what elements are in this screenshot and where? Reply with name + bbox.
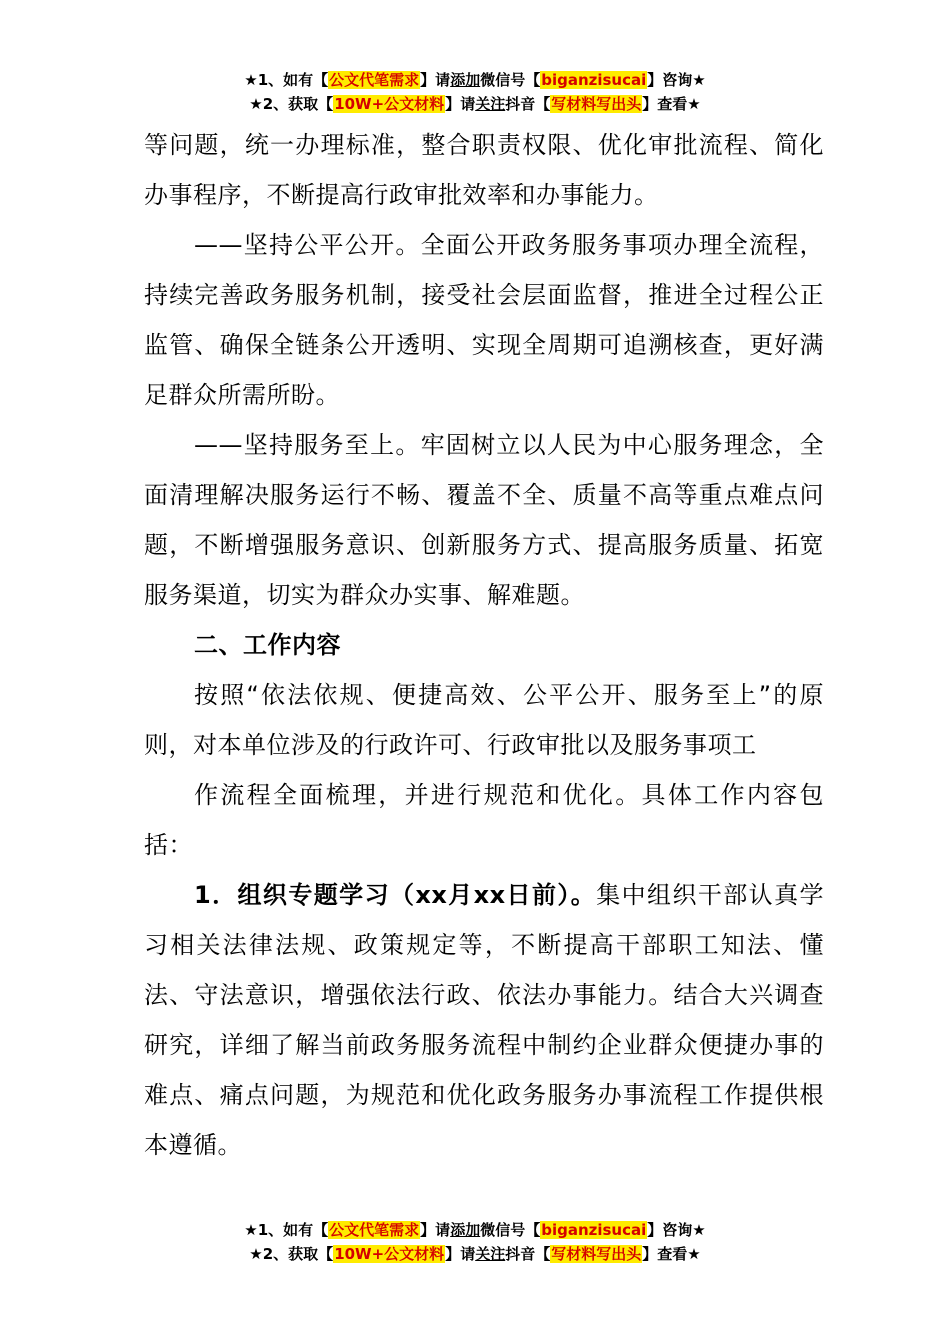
banner-text: 抖音【 [505, 95, 551, 113]
banner-underline: 添加 [450, 1221, 481, 1239]
banner-text: 】请 [420, 71, 451, 89]
banner-text: ★1、如有【 [244, 1221, 329, 1239]
banner-text: 微信号【 [480, 1221, 541, 1239]
footer-banner [0, 1218, 950, 1266]
section-heading: 二、工作内容 [194, 631, 341, 659]
banner-line-2 [0, 1242, 950, 1266]
banner-highlight: 写材料写出头 [551, 1245, 642, 1263]
banner-text: 】查看★ [642, 95, 701, 113]
banner-underline: 关注 [475, 1245, 506, 1263]
banner-text: 】请 [420, 1221, 451, 1239]
banner-text: 抖音【 [505, 1245, 551, 1263]
item-body: 集中组织干部认真学习相关法律法规、政策规定等，不断提高干部职工知法、懂法、守法意识，增强依法行政、依法办事能力。结合大兴调查研究，详细了解当前政务服务流程中制约企业群众便捷办事的难点、痛点问题，为规范和优化政务服务办事流程工作提供根本遵循。 [144, 881, 825, 1159]
banner-text: ★1、如有【 [244, 71, 329, 89]
banner-highlight: 公文代笔需求 [329, 1221, 420, 1239]
banner-text: ★2、获取【 [249, 1245, 334, 1263]
banner-line-1 [0, 1218, 950, 1242]
banner-text: 】请 [445, 1245, 476, 1263]
document-body [144, 120, 824, 1170]
banner-underline: 添加 [450, 71, 481, 89]
paragraph-fairness: ——坚持公平公开。全面公开政务服务事项办理全流程，持续完善政务服务机制，接受社会层面监督，推进全过程公正监管、确保全链条公开透明、实现全周期可追溯核查，更好满足群众所需所盼。 [144, 231, 824, 409]
paragraph-principle: 按照“依法依规、便捷高效、公平公开、服务至上”的原则，对本单位涉及的行政许可、行政审批以及服务事项工 [144, 681, 824, 759]
banner-highlight: 10W+公文材料 [334, 95, 445, 113]
banner-text: 微信号【 [480, 71, 541, 89]
banner-text: 】请 [445, 95, 476, 113]
banner-line-2 [0, 92, 950, 116]
banner-text: ★2、获取【 [249, 95, 334, 113]
paragraph-service: ——坚持服务至上。牢固树立以人民为中心服务理念，全面清理解决服务运行不畅、覆盖不全、质量不高等重点难点问题，不断增强服务意识、创新服务方式、提高服务质量、拓宽服务渠道，切实为群众办实事、解难题。 [144, 431, 824, 609]
banner-highlight: biganzisucai [541, 71, 647, 89]
banner-highlight: 10W+公文材料 [334, 1245, 445, 1263]
banner-text: 】咨询★ [647, 1221, 706, 1239]
banner-underline: 关注 [475, 95, 506, 113]
banner-highlight: biganzisucai [541, 1221, 647, 1239]
paragraph-continuation: 等问题，统一办理标准，整合职责权限、优化审批流程、简化办事程序，不断提高行政审批效率和办事能力。 [144, 131, 824, 209]
banner-highlight: 写材料写出头 [551, 95, 642, 113]
banner-text: 】咨询★ [647, 71, 706, 89]
paragraph-work-content: 作流程全面梳理，并进行规范和优化。具体工作内容包括： [144, 781, 824, 859]
banner-text: 】查看★ [642, 1245, 701, 1263]
paragraph-study [144, 870, 824, 1170]
header-banner [0, 68, 950, 116]
banner-highlight: 公文代笔需求 [329, 71, 420, 89]
item-title: 1．组织专题学习（xx月xx日前）。 [194, 881, 597, 909]
banner-line-1 [0, 68, 950, 92]
